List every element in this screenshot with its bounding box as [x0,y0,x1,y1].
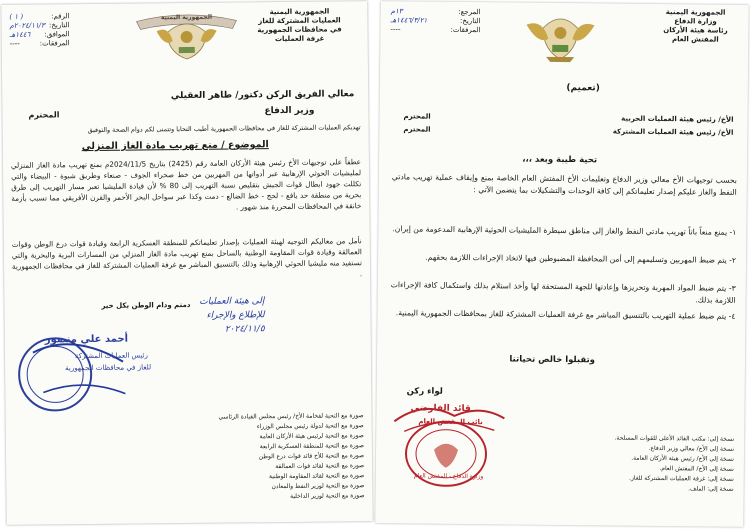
cc-list [114,411,365,504]
ref-value: ( ١ ) [9,12,24,21]
cc-item: صورة مع التحية لقائد المقاومة الوطنية [268,472,365,481]
header-line: الجمهورية اليمنية [269,7,330,17]
date-row [390,16,480,26]
honorific: المحترم [28,110,60,120]
hijri-label: الموافق: [44,30,70,39]
item-4: ٤- يتم ضبط عملية التهريب بالتنسيق المباشر مع غرفة العمليات المشتركة للغاز بمحافظات الجمهورية اليمنية. [395,308,736,321]
header-line: المفتش العام [671,35,719,44]
signer-title: رئيس العمليات المشتركة [74,351,148,361]
header-left-block [390,7,480,35]
circular-inspector-general [375,1,748,527]
emblem [126,6,247,63]
cc-item: صورة مع التحية لوزير الداخلية [290,492,365,500]
cc-list [564,433,735,495]
cc-item: صورة مع التحية للمنطقة العسكرية الرابعة [259,442,364,451]
item-3: ٣- يتم ضبط المواد المهربة وتحريزها وإعادتها للجهة المستحقة لها وأخذ استلام بذلك واستكمال كافة الإجراءات اللازمة بذلك. [390,280,736,305]
paragraph-2: نأمل من معاليكم التوجيه لهيئة العمليات بإصدار تعليماتكم للمنطقة العسكرية الرابعة وقيادة قوات درع الوطن وقوات العمالقة وقيادة قوات المقاومة الوطنية بالساحل بمنع تهريب مادة الغاز المنزلي من المسارات البرية والبحرية والتي تستفيد منه مليشيا الحوثي الإرهابية وذلك بالتنسيق المباشر مع غرفة العمليات المشتركة للغاز في محافظات الجمهورية . [11,236,363,279]
ref-label: الرقم: [51,12,70,21]
date-value: ٢٠٢٤/١١/٣م [9,21,45,30]
intro-paragraph: بحسب توجيهات الأخ معالي وزير الدفاع وتعليمات الأخ المفتش العام الخاصة بمنع وإيقاف عملية تهريب مادتي النفط والغاز عليكم إصدار تعليماتكم إلى كافة الوحدات والتشكيلات بما يتضمن الآتي : [391,172,737,197]
note-line: للإطلاع والإجراء [206,310,265,321]
ref-value: ١٣م [390,7,403,16]
item-2: ٢- يتم ضبط المهربين وتسليمهم إلى أمن المحافظة المضبوطين فيها لاتخاذ الإجراءات اللازمة بحقهم. [425,252,737,265]
stamp-text: وزارة الدفاع - المفتش العام [413,472,484,481]
circular-title: (تعميم) [566,83,600,94]
header-line: رئاسة هيئة الأركان [663,26,728,35]
header-line: الجمهورية اليمنية [665,8,726,17]
recipient-2: الأخ/ رئيس هيئة العمليات المشتركة [612,127,734,137]
cc-item: نسخة إلى: مكتب القائد الأعلى للقوات المسلحة. [614,434,735,443]
date-label: التاريخ: [48,21,70,30]
recipient-2-honorific: المحترم [403,125,431,134]
greeting: تهديكم العمليات المشتركة للغاز في محافظات الجمهورية أطيب التحايا وتتمنى لكم دوام الصحة والتوفيق [87,123,361,135]
closing: دمتم ودام الوطن بكل خير [101,300,191,310]
hijri-value: ١٤٤٦هـ [9,30,31,39]
recipient-1: الأخ/ رئيس هيئة العمليات الحربية [621,114,734,124]
cc-item: نسخة إلى الأخ/ المفتش العام. [659,465,734,473]
cc-item: صورة مع التحية لوزير النفط والمعادن [271,482,365,491]
cc-item: نسخة إلى: غرفة العمليات المشتركة للغاز. [629,474,734,483]
cc-item: صورة مع التحية لدولة رئيس مجلس الوزراء [256,422,364,431]
date-value: ١٤٤٦/٣/٢١هـ [390,16,428,25]
emblem [520,7,601,64]
signer-name: أحمد علي منصور [44,333,129,346]
cc-item: نسخة إلى الأخ/ معالي وزير الدفاع. [648,444,735,453]
item-1: ١- يمنع منعاً باتاً تهريب مادتي النفط والغاز إلى مناطق سيطرة المليشيات الحوثية الإرهابية المدعومة من إيران. [392,224,737,237]
yemen-eagle-icon [520,7,601,64]
signer-rank: لواء ركن [406,386,443,397]
note-line: ٢٠٢٤/١١/٥ [224,324,265,335]
attach-row [390,25,480,35]
cc-item: نسخة إلى الأخ/ رئيس هيئة الأركان العامة. [631,454,735,463]
cc-item: صورة مع التحية لرئيس هيئة الأركان العامة [259,432,364,441]
greeting: تحية طيبة وبعد ،،، [522,154,598,166]
paragraph-1: عطفاً على توجيهات الأخ رئيس هيئة الأركان العامة رقم (2425) بتاريخ 2024/11/5م بمنع تهريب مادة الغاز المنزلي لمليشيات الحوثي الإرهابية عبر أدواتها من المهربين من خط صحراء الجوف - صنعاء وطريق شبوة - البيضاء والتي تكللت جهود ابطال قوات الجيش بتقليص نسبة التهريب إلى 80 % لأن قيادة المليشيا تعبر مسار التهريب إلى طرق بحرية من منطقة حد يافع - لحج - خط الضالع - دمت وكذا عبر سواحل البحر الأحمر والقرن الأفريقي مما تسبب بأزمة خانقة في المحافظات المحررة منذ شهور . [10,157,362,212]
letter-gas-operations [1,1,372,525]
cc-item: نسخة إلى: الملف. [688,485,734,493]
recipient-1-honorific: المحترم [403,112,431,121]
closing: وتقبلوا خالص تحياتنا [509,354,596,366]
signer-title: نائب المفتش العام [418,417,483,427]
header-right-block [650,8,740,45]
header-line: في محافظات الجمهورية [257,25,342,35]
signer-org: للغاز في محافظات الجمهورية [65,363,152,373]
cc-item: صورة مع التحية للأخ قائد قوات درع الوطن [258,452,365,461]
ref-label: المرجع: [458,7,481,17]
signer-name: قائد الفارضي [410,403,471,415]
note-line: إلى هيئة العمليات [199,296,265,307]
header-line: وزارة الدفاع [674,17,717,26]
header-right-block [239,7,359,44]
attach-value: ---- [390,25,401,34]
attach-label: المرفقات: [450,25,481,35]
addressee: معالي الفريق الركن دكتور/ طاهر العقيلي [170,89,355,102]
circular-title-text: تعميم [570,83,596,94]
attach-label: المرفقات: [39,39,70,48]
header-line: غرفة العمليات [274,34,325,44]
subject: الموضوع / منع تهريب مادة الغاز المنزلي [81,139,269,153]
attach-value: ---- [9,39,20,48]
header-line: العمليات المشتركة للغاز [258,16,341,26]
cc-item: صورة مع التحية لفخامة الأخ/ رئيس مجلس القيادة الرئاسي [218,412,364,421]
date-label: التاريخ: [459,16,481,26]
header-left-block [9,12,69,49]
cc-item: صورة مع التحية لقائد قوات العمالقة [275,462,365,471]
addressee-title: وزير الدفاع [264,105,315,117]
emblem-banner: الجمهورية اليمنية [160,13,213,22]
attach-row [10,39,70,49]
